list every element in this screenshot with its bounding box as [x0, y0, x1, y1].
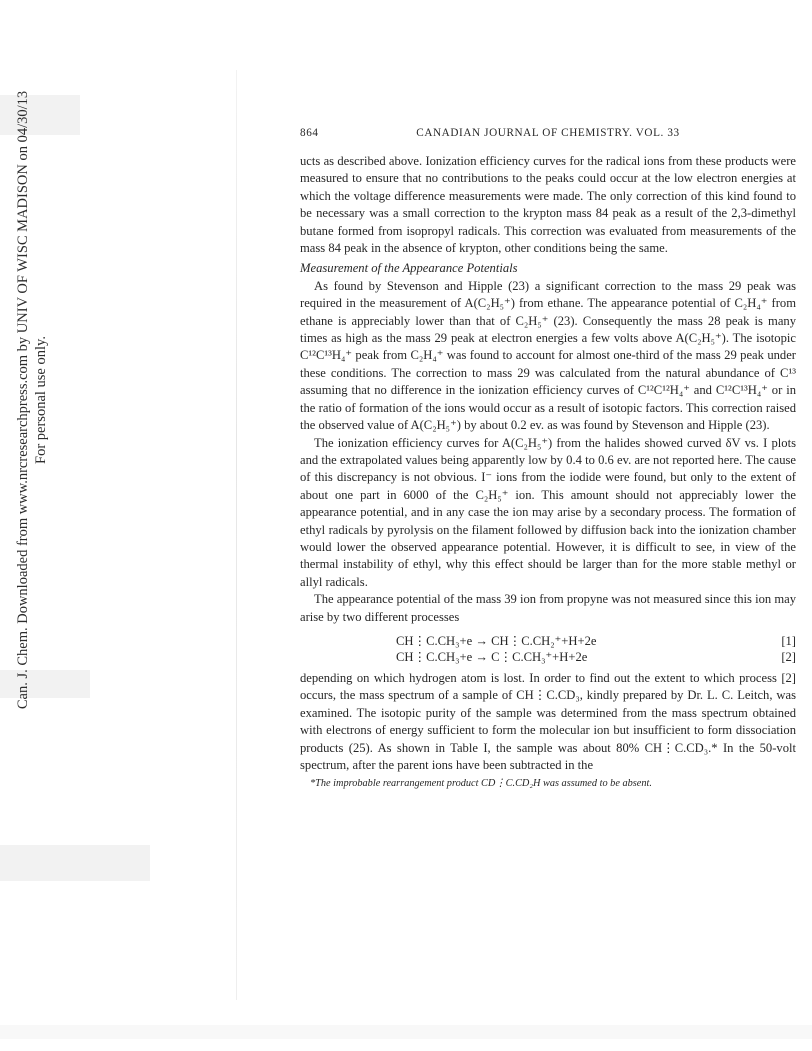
equation-expression: CH⋮C.CH₃+e → CH⋮C.CH₂⁺+H+2e: [396, 633, 597, 648]
journal-page: [300, 127, 796, 791]
watermark-source-line: Can. J. Chem. Downloaded from www.nrcresearchpress.com by UNIV OF WISC MADISON on 04/30/13: [15, 90, 32, 710]
equation-block: [300, 633, 796, 665]
scan-artifact: [0, 1025, 812, 1039]
footnote: *The improbable rearrangement product CD⋮C.CD₂H was assumed to be absent.: [310, 778, 652, 790]
equation-2: [300, 649, 796, 665]
running-header: [300, 127, 796, 143]
equation-expression: CH⋮C.CH₃+e → C⋮C.CH₃⁺+H+2e: [396, 649, 588, 664]
paragraph-continued: ucts as described above. Ionization efficiency curves for the radical ions from these products were measured to ensure that no contributions to the peaks could occur at the low electron energies at which the voltage difference measurements were made. The only correction of this kind found to be necessary was a small correction to the krypton mass 84 peak as a result of the 2,3-dimethyl butane formed from isopropyl radicals. This correction was evaluated from measurements of the mass 84 peak in the absence of krypton, other conditions being the same.: [300, 154, 796, 256]
page-number: 864: [300, 127, 319, 139]
scan-artifact: [0, 845, 150, 881]
paragraph-halides: The ionization efficiency curves for A(C₂H₅⁺) from the halides showed curved δV vs. I plots and the extrapolated values being apparently low by 0.4 to 0.6 ev. are not reported here. The cause of this discrepancy is not obvious. I⁻ ions from the iodide were found, but only to the extent of about one part in 6000 of the C₂H₅⁺ ion. This amount should not appreciably lower the appearance potential, and in any case the ion may arise by a secondary process. The formation of ethyl radicals by pyrolysis on the filament followed by diffusion back into the ionization chamber would lower the observed appearance potential. However, it is difficult to see, in view of the thermal instability of ethyl, why this effect should be larger than for the more stable methyl or allyl radicals.: [300, 435, 796, 589]
download-watermark: [6, 80, 58, 720]
equation-number: [2]: [781, 649, 796, 664]
watermark-usage-line: For personal use only.: [33, 336, 50, 464]
equation-number: [1]: [781, 633, 796, 648]
journal-title: CANADIAN JOURNAL OF CHEMISTRY. VOL. 33: [416, 127, 680, 139]
paragraph-propyne: The appearance potential of the mass 39 ion from propyne was not measured since this ion may arise by two different processes: [300, 592, 796, 624]
equation-1: [300, 633, 796, 649]
paragraph-ethane-correction: As found by Stevenson and Hipple (23) a significant correction to the mass 29 peak was required in the measurement of A(C₂H₅⁺) from ethane. The appearance potential of C₂H₄⁺ from ethane is appreciably lower than that of C₂H₅⁺ (23). Consequently the mass 28 peak is many times as high as the mass 29 peak at electron energies a few volts above A(C₂H₅⁺). The isotopic C¹²C¹³H₄⁺ peak from C₂H₄⁺ was found to account for almost one-third of the mass 29 peak under these conditions. The correction to mass 29 was calculated from the natural abundance of C¹³ assuming that no difference in the ionization efficiency curves of C¹²C¹²H₄⁺ and C¹²C¹³H₄⁺ or in the ratio of formation of the ions would occur as a result of isotopic factors. This correction raised the observed value of A(C₂H₅⁺) by about 0.2 ev. as was found by Stevenson and Hipple (23).: [300, 278, 796, 433]
scan-gutter-line: [236, 70, 237, 1000]
article-body: [300, 153, 796, 774]
paragraph-isotopic-sample: depending on which hydrogen atom is lost. In order to find out the extent to which process [2] occurs, the mass spectrum of a sample of CH⋮C.CD₃, kindly prepared by Dr. L. C. Leitch, was examined. The isotopic purity of the sample was determined from the mass spectrum obtained with electrons of energy sufficient to form the molecular ion but insufficient to form dissociation products (25). As shown in Table I, the sample was about 80% CH⋮C.CD₃.* In the 50-volt spectrum, after the parent ions have been subtracted in the: [300, 670, 796, 772]
section-heading: Measurement of the Appearance Potentials: [300, 261, 518, 276]
